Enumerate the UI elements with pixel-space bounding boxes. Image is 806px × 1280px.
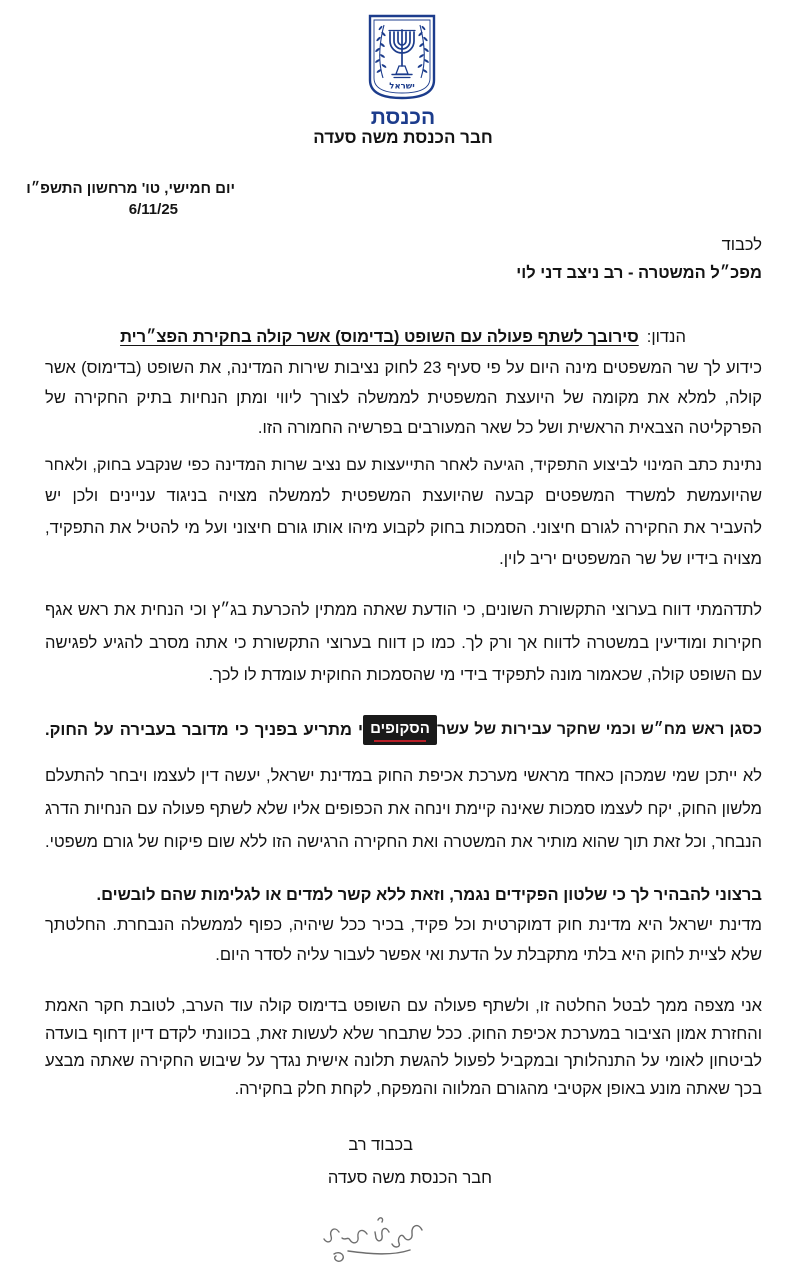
warning-line [45,715,762,745]
body-line: בכך שאתה מונע באופן אקטיבי מהגורם המלווה והמפקח, לקחת חלק בחקירה. [234,1080,762,1099]
handwritten-signature [318,1210,428,1268]
emphasis-line: ברצוני להבהיר לך כי שלטון הפקידים נגמר, וזאת ללא קשר למדים או לגלימות שהם לובשים. [96,886,762,904]
body-line: אני מצפה ממך לבטל החלטה זו, ולשתף פעולה עם השופט בדימוס קולה עוד הערב, לטובת חקר האמת [45,997,762,1015]
paragraph-emphasis [45,880,762,910]
body-line: מצויה בידיו של שר המשפטים יריב לוין. [499,549,762,568]
body-line: מדינת ישראל היא מדינת חוק דמוקרטית וכל פקיד, בכיר ככל שיהיה, כפוף לממשלה הנבחרת. החלטתך [45,916,762,934]
paragraph-reports [45,594,762,692]
body-line: לא ייתכן שמי שמכהן כאחד מראשי מערכת אכיפת החוק במדינת ישראל, יעשה דין לעצמו ויבחר להתעלם [45,767,762,785]
body-line: שהיועמשת למשרד המשפטים קבעה שהיועצת המשפטית לממשלה מצויה בניגוד עניינים ולכן יש [45,487,762,506]
institution-name: הכנסת [370,106,436,129]
body-line: שלא לציית לחוק היא בלתי מתקבלת על הדעת ואי אפשר לעבור עליה לסדר היום. [215,946,762,964]
warning-text-end: י מתריע בפניך כי מדובר בעבירה על החוק. [45,721,363,739]
paragraph-demand [45,993,762,1104]
body-line: חקירות ומודיעין במשטרה לדווח אך ורק לך. כמו כן דווח בערוצי התקשורת כי אתה מסרב להגיע לפגישה [45,633,762,652]
body-line: מלשון החוק, יקח לעצמו סמכות שאינה קיימת וינחה את הכפופים אליו שלא לשתף פעולה עם הנחיות הדרג [45,800,762,818]
subject-text: סירובך לשתף פעולה עם השופט (בדימוס) אשר קולה בחקירת הפצ״רית [120,328,639,346]
body-line: נתינת כתב המינוי לביצוע התפקיד, הגיעה לאחר התייעצות עם נציב שרות המדינה כפי שנקבע בחוק, ולאחר [45,456,762,474]
watermark-accent-bar [374,740,426,742]
salutation: לכבוד [721,236,762,254]
warning-text-start: כסגן ראש מח״ש וכמי שחקר עבירות של עשר [437,721,762,738]
closing-signer: חבר הכנסת משה סעדה [327,1169,492,1187]
body-line: כידוע לך שר המשפטים מינה היום על פי סעיף 23 לחוק נציבות שירות המדינה, את השופט (בדימוס) אשר [45,359,762,377]
watermark-logo-text: הסקופים [370,719,430,737]
closing-regards: בכבוד רב [348,1136,413,1154]
gregorian-date: 6/11/25 [128,201,178,218]
body-line: הנבחר, וכל זאת תוך שהוא מותיר את המשטרה ואת החקירה הרגישה הזו ללא שום פיקוח של גורם משפטי. [45,833,762,851]
paragraph-democracy [45,910,762,970]
watermark-logo [363,715,437,745]
body-line: לתדהמתי דווח בערוצי התקשורת השונים, כי הודעת שאתה ממתין להכרעת בג״ץ וכי הנחית את ראש אגף [45,601,762,619]
sender-title: חבר הכנסת משה סעדה [313,128,493,147]
hebrew-date: יום חמישי, טו' מרחשון התשפ״ו [26,180,235,197]
body-line: להעביר את החקירה לגורם חיצוני. הסמכות בחוק לקבוע מיהו אותו גורם חיצוני ועל מי להטיל את התפקיד, [45,518,762,537]
paragraph-procedure [45,450,762,575]
body-line: עם השופט קולה, שכאמור מונה לתפקיד בידי מי שהסמכות החוקית עומדת לו לכך. [208,666,762,684]
paragraph-rule-of-law [45,760,762,859]
body-line: הפרקליטה הצבאית הראשית ושל כל שאר המעורבים בפרשיה החמורה הזו. [257,419,762,437]
paragraph-appointment [45,353,762,443]
body-line: לביטחון לאומי על התנהלותך ובמקביל לפעול להגשת תלונה אישית נגדך על שיבוש החקירה שאתה מבצע [45,1052,762,1071]
recipient-name: מפכ״ל המשטרה - רב ניצב דני לוי [516,264,762,282]
knesset-emblem-icon [368,14,436,100]
paragraph-warning [45,715,762,745]
subject-label: הנדון: [646,328,686,346]
emblem-lettering: ישראל [389,81,415,92]
subject-line [0,325,806,349]
body-line: והחזרת אמון הציבור במערכת אכיפת החוק. ככל שתבחר שלא לעשות זאת, בכוונתי לקדם דיון דחוף בועדה [45,1024,762,1043]
body-line: קולה, למלא את מקומה של היועצת המשפטית לממשלה לצורך ליווי ומתן הנחיות בתיק החקירה של [45,389,762,407]
